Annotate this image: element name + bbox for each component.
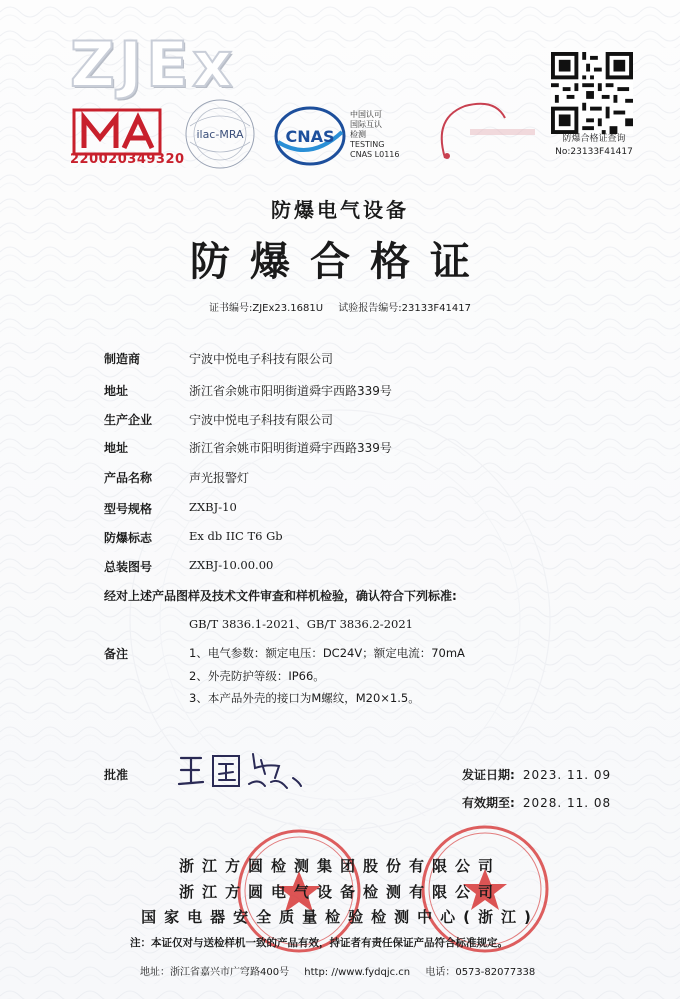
field-value-address: 浙江省余姚市阳明街道舜宇西路339号 — [189, 384, 392, 398]
remark-item: 3、本产品外壳的接口为M螺纹，M20×1.5。 — [189, 691, 420, 705]
accreditation-logos — [70, 96, 610, 176]
field-label-ex-marking: 防爆标志 — [104, 531, 153, 545]
field-value-model: ZXBJ-10 — [189, 500, 237, 514]
compliance-statement: 经对上述产品图样及技术文件审查和样机检验，确认符合下列标准: — [104, 589, 457, 603]
zjex-brand-logo: ZJEx — [70, 28, 237, 101]
valid-date-row — [462, 794, 611, 811]
report-number: 试验报告编号:23133F41417 — [338, 303, 471, 314]
certificate-number: 证书编号:ZJEx23.1681U — [208, 303, 324, 314]
approval-label: 批准 — [104, 768, 129, 782]
field-label-production-address: 地址 — [104, 441, 129, 455]
issue-date-value: 2023. 11. 09 — [522, 768, 612, 782]
footer — [140, 963, 547, 978]
field-label-product-name: 产品名称 — [104, 471, 153, 485]
handwritten-signature — [175, 748, 305, 792]
field-value-production-company: 宁波中悦电子科技有限公司 — [189, 413, 334, 427]
footer-address: 地址：浙江省嘉兴市广穹路400号 — [140, 967, 290, 978]
valid-date-label: 有效期至: — [462, 796, 515, 810]
field-label-production-company: 生产企业 — [104, 413, 153, 427]
cnas-label: CNAS — [285, 127, 335, 146]
qr-caption: 防爆合格证查询 No:23133F41417 — [555, 134, 633, 157]
issuer-line: 浙江方圆检测集团股份有限公司 — [178, 857, 501, 875]
ilac-mra-logo — [180, 96, 260, 172]
remarks-label: 备注 — [104, 647, 129, 661]
field-label-manufacturer: 制造商 — [104, 352, 141, 366]
field-label-model: 型号规格 — [104, 502, 153, 516]
certificate-numbers — [0, 299, 680, 314]
qr-code[interactable] — [551, 52, 633, 134]
remark-item: 2、外壳防护等级：IP66。 — [189, 669, 325, 683]
field-label-drawing-number: 总装图号 — [104, 560, 153, 574]
cnas-text: 中国认可 国际互认 检测 TESTING CNAS L0116 — [350, 110, 400, 159]
field-value-product-name: 声光报警灯 — [189, 471, 250, 485]
footer-phone: 电话：0573-82077338 — [425, 967, 536, 978]
field-value-production-address: 浙江省余姚市阳明街道舜宇西路339号 — [189, 441, 392, 455]
standards-list: GB/T 3836.1-2021、GB/T 3836.2-2021 — [189, 617, 413, 631]
issue-date-row — [462, 766, 611, 783]
field-value-ex-marking: Ex db IIC T6 Gb — [189, 529, 283, 543]
valid-date-value: 2028. 11. 08 — [522, 796, 612, 810]
ilac-label: ilac-MRA — [196, 128, 244, 141]
footer-website[interactable]: http: //www.fydqjc.cn — [304, 967, 411, 978]
field-value-drawing-number: ZXBJ-10.00.00 — [189, 558, 274, 572]
issuer-line: 浙江方圆电气设备检测有限公司 — [178, 883, 501, 901]
footnote: 注：本证仅对与送检样机一致的产品有效，持证者有责任保证产品符合标准规定。 — [130, 937, 508, 949]
remark-item: 1、电气参数：额定电压：DC24V；额定电流：70mA — [189, 646, 465, 660]
certificate-subtitle: 防爆电气设备 — [271, 198, 409, 222]
field-value-manufacturer: 宁波中悦电子科技有限公司 — [189, 352, 334, 366]
certificate-title: 防爆合格证 — [190, 238, 490, 285]
issue-date-label: 发证日期: — [462, 768, 515, 782]
cma-number: 220020349320 — [70, 152, 185, 167]
faded-certification-mark — [425, 98, 545, 168]
field-label-address: 地址 — [104, 384, 129, 398]
issuer-line: 国家电器安全质量检验检测中心(浙江) — [141, 908, 539, 926]
